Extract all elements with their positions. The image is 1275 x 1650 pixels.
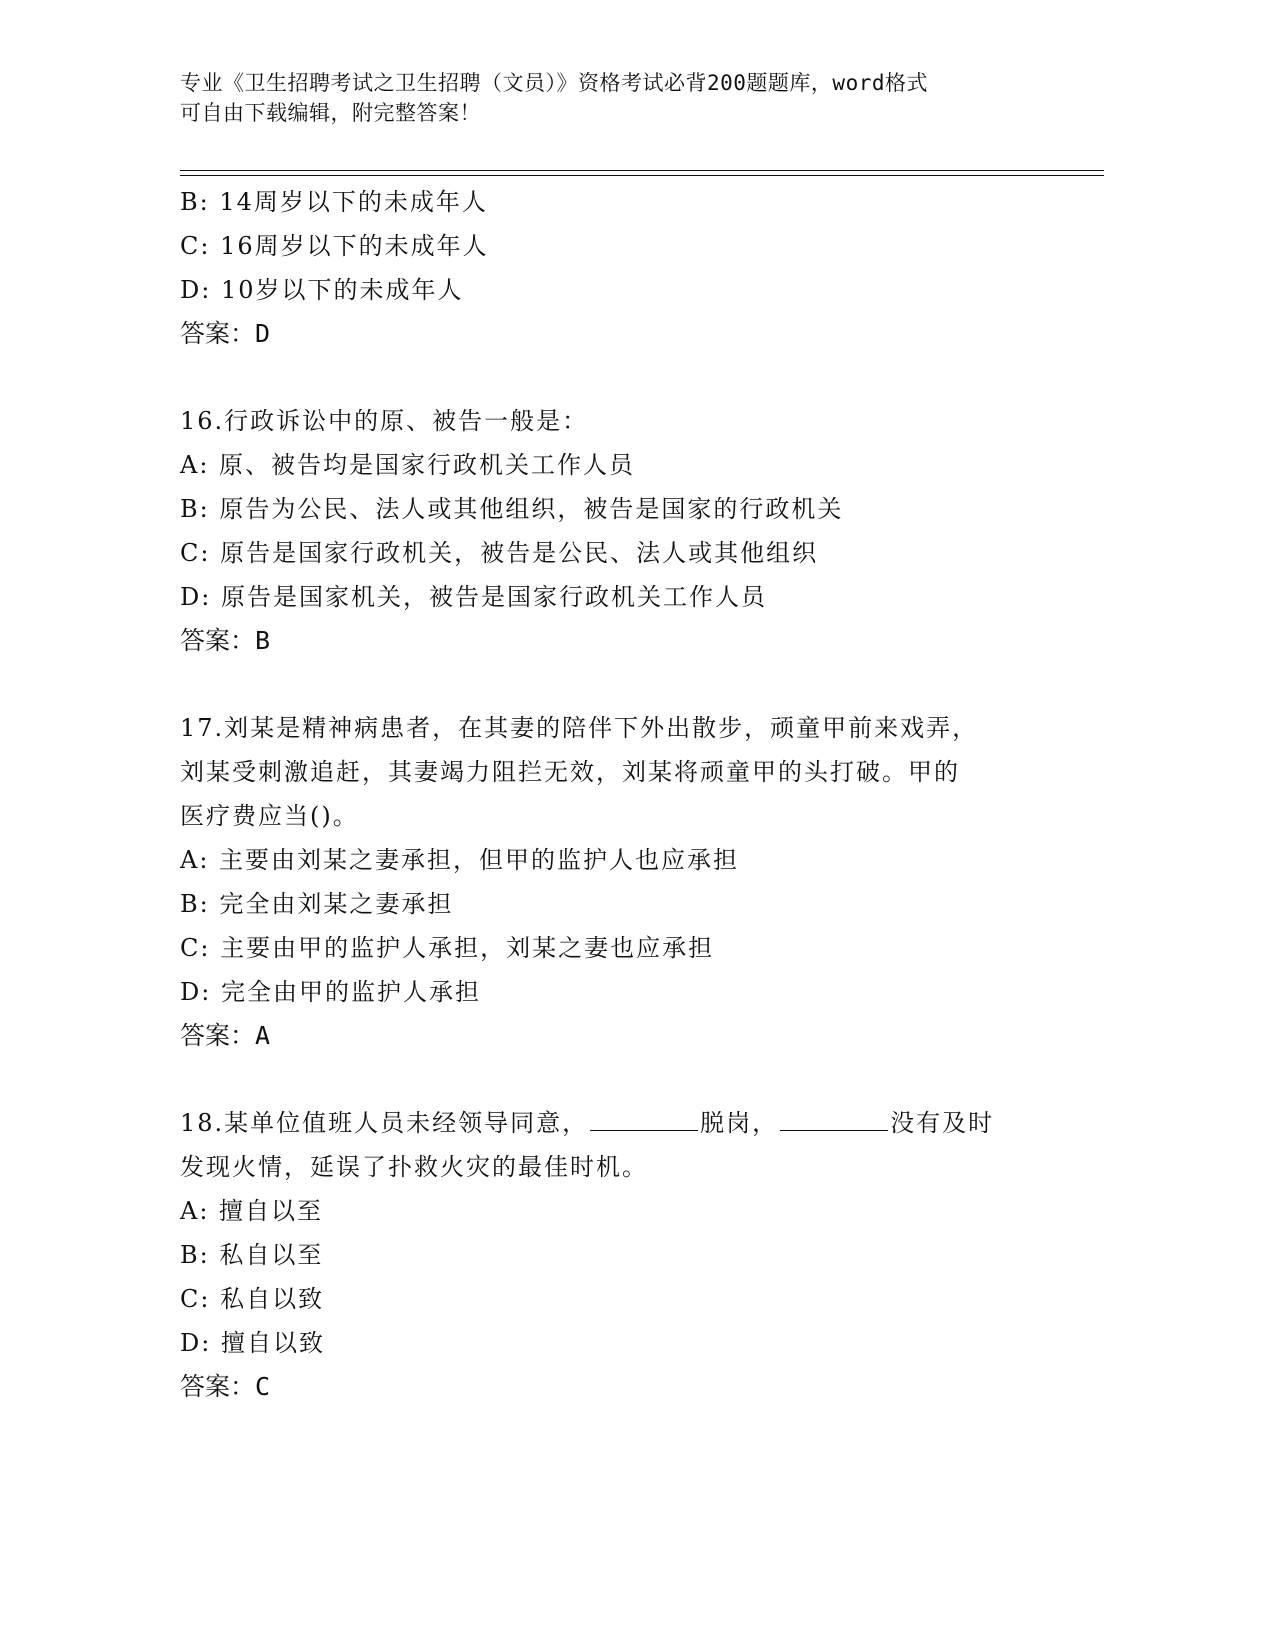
option-c: C: 私自以致 — [180, 1285, 325, 1313]
question-17 — [180, 706, 1060, 1058]
option-b: B: 原告为公民、法人或其他组织，被告是国家的行政机关 — [180, 495, 844, 523]
header-divider-top — [180, 170, 1104, 171]
question-18 — [180, 1101, 1060, 1409]
stem-segment-2: 脱岗， — [700, 1109, 779, 1137]
document-header — [180, 68, 1060, 128]
answer-line: 答案：D — [180, 319, 271, 348]
question-spacer — [180, 1058, 1060, 1101]
header-divider-bottom — [180, 175, 1104, 176]
option-b: B: 14周岁以下的未成年人 — [180, 188, 488, 216]
question-stem-line-1 — [180, 1101, 1060, 1145]
option-a: A: 擅自以至 — [180, 1197, 324, 1225]
option-c: C: 原告是国家行政机关，被告是公民、法人或其他组织 — [180, 539, 819, 567]
option-d: D: 完全由甲的监护人承担 — [180, 978, 481, 1006]
option-a: A: 主要由刘某之妻承担，但甲的监护人也应承担 — [180, 846, 740, 874]
question-spacer — [180, 356, 1060, 399]
question-stem-line-2: 刘某受刺激追赶，其妻竭力阻拦无效，刘某将顽童甲的头打破。甲的 — [180, 758, 960, 786]
question-stem-line-2: 发现火情，延误了扑救火灾的最佳时机。 — [180, 1153, 648, 1181]
answer-line: 答案：C — [180, 1372, 271, 1401]
question-spacer — [180, 663, 1060, 706]
question-16 — [180, 399, 1060, 663]
header-title-line-1: 专业《卫生招聘考试之卫生招聘（文员）》资格考试必背200题题库，word格式 — [180, 71, 928, 95]
answer-line: 答案：B — [180, 626, 271, 655]
stem-segment-3: 没有及时 — [890, 1109, 995, 1137]
fill-in-blank-1 — [590, 1102, 698, 1131]
option-a: A: 原、被告均是国家行政机关工作人员 — [180, 451, 636, 479]
stem-segment-1: 18.某单位值班人员未经领导同意， — [180, 1109, 589, 1137]
option-c: C: 16周岁以下的未成年人 — [180, 232, 489, 260]
question-15-tail — [180, 180, 1060, 356]
question-list — [180, 180, 1060, 1409]
header-title-line-2: 可自由下载编辑，附完整答案！ — [180, 101, 481, 125]
question-stem-line-1: 17.刘某是精神病患者，在其妻的陪伴下外出散步，顽童甲前来戏弄， — [180, 714, 979, 742]
fill-in-blank-2 — [780, 1102, 888, 1131]
question-stem-line-3: 医疗费应当()。 — [180, 802, 359, 830]
option-d: D: 10岁以下的未成年人 — [180, 276, 464, 304]
answer-line: 答案：A — [180, 1021, 271, 1050]
option-d: D: 原告是国家机关，被告是国家行政机关工作人员 — [180, 583, 767, 611]
question-stem: 16.行政诉讼中的原、被告一般是： — [180, 407, 589, 435]
option-b: B: 私自以至 — [180, 1241, 324, 1269]
option-c: C: 主要由甲的监护人承担，刘某之妻也应承担 — [180, 934, 715, 962]
option-d: D: 擅自以致 — [180, 1329, 325, 1357]
option-b: B: 完全由刘某之妻承担 — [180, 890, 454, 918]
